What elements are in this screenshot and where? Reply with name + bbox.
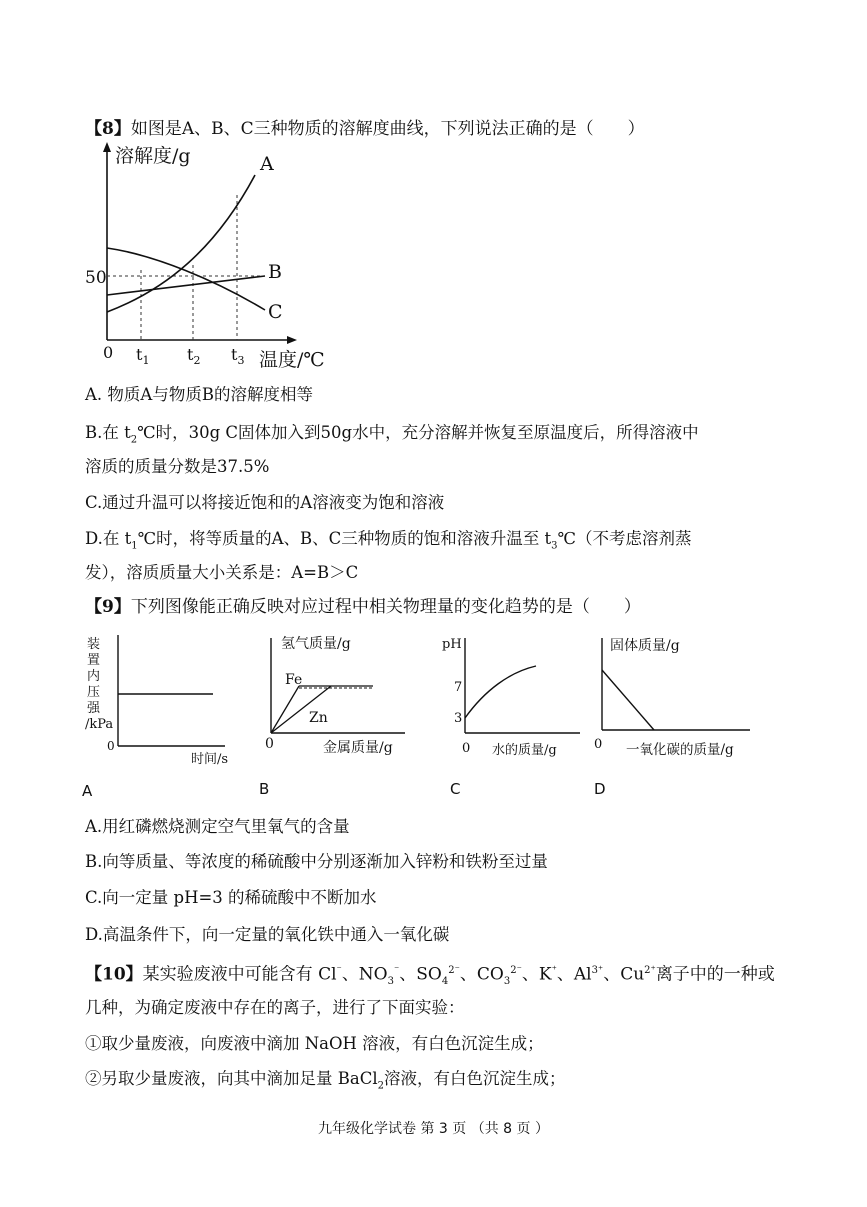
q10-ion-so-charge: 2⁻: [448, 965, 460, 976]
q10-ion-so-sub: 4: [441, 976, 449, 988]
q8-number: 【8】: [85, 119, 131, 139]
q10-step1: ①取少量废液，向废液中滴加 NaOH 溶液，有白色沉淀生成；: [85, 1034, 544, 1053]
q9-chart-b: [255, 630, 425, 770]
q9-stem-text: 下列图像能正确反映对应过程中相关物理量的变化趋势的是（ ）: [130, 597, 641, 617]
q8-curve-b-label: B: [268, 261, 282, 283]
q8-curve-b: [107, 276, 265, 295]
q9-option-c: C.向一定量 pH=3 的稀硫酸中不断加水: [85, 888, 377, 907]
q9c-ytick-7: 7: [454, 680, 463, 695]
q9-chart-a: [85, 630, 245, 770]
q10-number: 【10】: [85, 964, 143, 985]
q9-option-a: A.用红磷燃烧测定空气里氧气的含量: [85, 817, 350, 836]
q9-stem: [85, 596, 641, 618]
q10-ion-no: 、NO: [341, 964, 388, 985]
q10-stem-line1: [85, 960, 775, 993]
q9d-ylabel: 固体质量/g: [610, 638, 680, 654]
q9d-origin: 0: [594, 737, 603, 752]
q10-stem-line2: 几种，为确定废液中存在的离子，进行了下面实验：: [85, 998, 465, 1017]
q8-option-d-mid: ℃时，将等质量的A、B、C三种物质的饱和溶液升温至 t: [137, 529, 552, 548]
q10-ion-k-charge: ⁺: [551, 965, 557, 976]
q10-ion-cl-charge: ⁻: [336, 965, 342, 976]
q9a-xlabel: 时间/s: [191, 752, 229, 767]
q10-step2: [85, 1068, 565, 1097]
q8-option-d-line2: 发），溶质质量大小关系是：A=B＞C: [85, 563, 359, 582]
q10-ion-cu: 、Cu: [603, 964, 645, 985]
q8-option-b-sub: 2: [130, 434, 138, 446]
q8-xtick-t2: $t_2$: [187, 345, 201, 367]
q8-option-d-pre: D.在 t: [85, 529, 132, 548]
q9b-origin: 0: [265, 736, 274, 752]
q8-y-arrow: [103, 142, 111, 152]
q9-chart-c-label: C: [450, 780, 461, 798]
q10-step2-post: 溶液，有白色沉淀生成；: [383, 1069, 566, 1088]
q9b-fe-line: [271, 686, 299, 733]
q8-curve-a-label: A: [260, 153, 274, 175]
q9-chart-c: [440, 630, 590, 770]
q8-option-d-post: ℃（不考虑溶剂蒸: [557, 529, 692, 548]
q10-stem-a: 某实验废液中可能含有 Cl: [142, 964, 337, 985]
q8-curve-c-label: C: [268, 301, 283, 323]
q10-ion-co-sub: 3: [503, 976, 511, 988]
q10-ion-k: 、K: [521, 964, 552, 985]
q9a-origin: 0: [107, 739, 115, 753]
q9-number: 【9】: [85, 597, 131, 617]
q8-option-b-line2: 溶质的质量分数是37.5%: [85, 457, 270, 476]
q10-ion-cu-charge: 2⁺: [644, 965, 656, 976]
q10-ion-co: 、CO: [459, 964, 504, 985]
q9c-xlabel: 水的质量/g: [492, 743, 557, 758]
q8-option-c: C.通过升温可以将接近饱和的A溶液变为饱和溶液: [85, 493, 445, 512]
q8-x-arrow: [287, 336, 297, 344]
q8-ylabel: 溶解度/g: [115, 145, 191, 167]
q9b-ylabel: 氢气质量/g: [281, 636, 351, 652]
q8-option-d-line1: [85, 528, 691, 557]
q9-chart-d: [590, 630, 775, 770]
q8-xtick-t1: $t_1$: [136, 345, 150, 367]
q8-option-b-line1: [85, 422, 699, 451]
q10-ion-no-charge: ⁻: [394, 965, 400, 976]
q8-option-b-pre: B.在 t: [85, 423, 131, 442]
q9-option-b: B.向等质量、等浓度的稀硫酸中分别逐渐加入锌粉和铁粉至过量: [85, 852, 548, 871]
q8-origin: 0: [103, 343, 114, 362]
q10-stem-b: 离子中的一种或: [655, 964, 775, 985]
q8-ytick-50: 50: [85, 268, 107, 288]
q10-step2-sub: 2: [377, 1080, 384, 1092]
q9c-origin: 0: [462, 741, 471, 756]
q10-ion-al-charge: 3⁺: [591, 965, 604, 976]
q9b-xlabel: 金属质量/g: [323, 740, 393, 756]
q9-chart-d-label: D: [594, 780, 606, 798]
q9d-xlabel: 一氧化碳的质量/g: [626, 742, 734, 758]
q8-option-d-sub1: 1: [131, 540, 138, 552]
q10-step2-pre: ②另取少量废液，向其中滴加足量 BaCl: [85, 1069, 378, 1088]
q9c-curve: [465, 666, 536, 718]
q9c-ytick-3: 3: [454, 711, 463, 726]
q8-stem: [85, 118, 645, 140]
q9c-ylabel: pH: [442, 637, 462, 652]
q9d-line: [602, 670, 654, 730]
q10-ion-al: 、Al: [556, 964, 592, 985]
q9a-ylabel: 装 置 内 压 强 /kPa: [85, 637, 114, 732]
q10-ion-so: 、SO: [399, 964, 442, 985]
q9-chart-b-label: B: [259, 780, 270, 798]
q9-option-d: D.高温条件下，向一定量的氧化铁中通入一氧化碳: [85, 925, 450, 944]
q8-solubility-chart: [85, 140, 345, 375]
q9-chart-a-label: A: [82, 782, 93, 800]
q8-xlabel: 温度/℃: [259, 349, 325, 371]
q8-option-b-post: ℃时，30g C固体加入到50g水中，充分溶解并恢复至原温度后，所得溶液中: [137, 423, 699, 442]
q8-stem-text: 如图是A、B、C三种物质的溶解度曲线，下列说法正确的是（ ）: [130, 119, 645, 139]
q10-ion-no-sub: 3: [387, 976, 394, 988]
q9b-fe-label: Fe: [285, 672, 303, 688]
q8-option-d-sub2: 3: [551, 540, 558, 552]
q8-option-a: A. 物质A与物质B的溶解度相等: [85, 385, 313, 404]
q9b-zn-label: Zn: [309, 710, 328, 726]
q10-ion-co-charge: 2⁻: [510, 965, 522, 976]
q8-xtick-t3: $t_3$: [231, 345, 245, 367]
page-footer: 九年级化学试卷 第 3 页 （共 8 页 ）: [318, 1121, 549, 1137]
